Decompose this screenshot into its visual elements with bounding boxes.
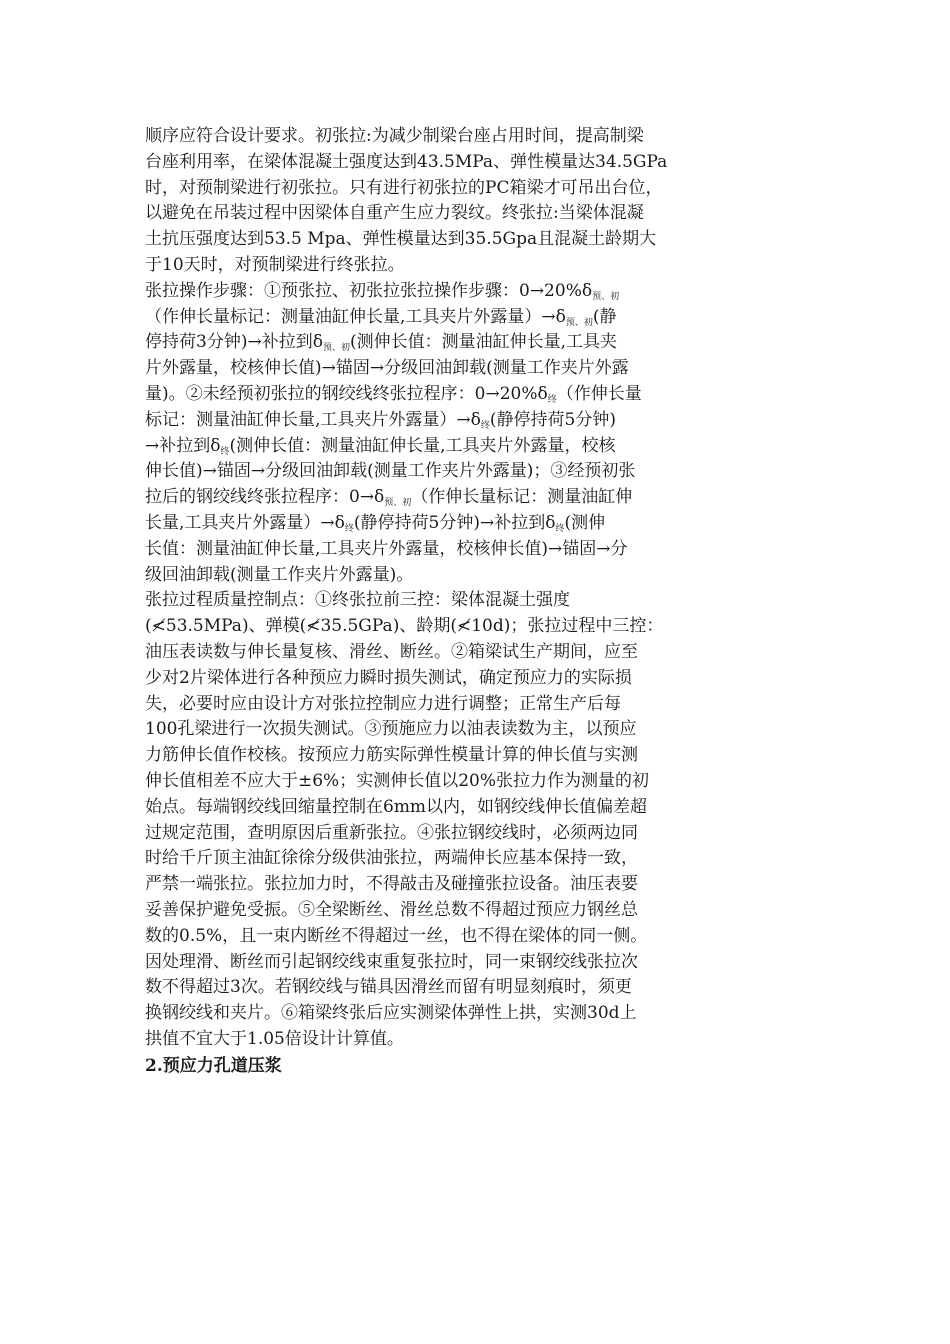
text-segment: (静停持荷5分钟)→补拉到δ [353,512,556,533]
text-segment: 拉后的钢绞线终张拉程序：0→δ [145,487,385,508]
text-line [145,614,810,640]
text-segment: (测伸长值：测量油缸伸长量,工具夹片外露量，校核 [229,435,616,456]
text-segment: 少对2片梁体进行各种预应力瞬时损失测试，确定预应力的实际损 [145,667,632,688]
text-line [145,666,810,692]
section-heading: 2.预应力孔道压浆 [145,1055,282,1076]
text-segment: 张拉过程质量控制点：①终张拉前三控：梁体混凝土强度 [145,590,570,611]
text-segment: 100孔梁进行一次损失测试。③预施应力以油表读数为主，以预应 [145,719,637,740]
text-segment: (测伸长值：测量油缸伸长量,工具夹 [349,332,617,353]
text-segment: 数的0.5%，且一束内断丝不得超过一丝，也不得在梁体的同一侧。 [145,925,648,946]
text-line [145,640,810,666]
text-segment: 失，必要时应由设计方对张拉控制应力进行调整；正常生产后每 [145,693,621,714]
subscript: 预、初 [322,343,350,354]
text-segment: 力筋伸长值作校核。按预应力筋实际弹性模量计算的伸长值与实测 [145,745,638,766]
text-segment: 量)。②未经预初张拉的钢绞线终张拉程序：0→20%δ [145,383,548,404]
text-line [145,821,810,847]
text-line [145,975,810,1001]
text-line [145,717,810,743]
text-line [145,459,810,485]
text-line [145,150,810,176]
text-segment: (测伸 [564,512,606,533]
text-segment: （作伸长量标记：测量油缸伸长量,工具夹片外露量）→δ [145,306,566,327]
text-line [145,563,810,589]
text-segment: 土抗压强度达到53.5 Mpa、弹性模量达到35.5Gpa且混凝土龄期大 [145,229,657,250]
paragraph-container [145,124,810,1053]
text-line [145,769,810,795]
text-line [145,872,810,898]
text-segment: (≮53.5MPa)、弹模(≮35.5GPa)、龄期(≮10d)；张拉过程中三控： [145,616,664,637]
text-line [145,227,810,253]
text-line [145,846,810,872]
text-segment: 妥善保护避免受振。⑤全梁断丝、滑丝总数不得超过预应力钢丝总 [145,899,638,920]
text-segment: 时给千斤顶主油缸徐徐分级供油张拉，两端伸长应基本保持一致， [145,848,638,869]
text-segment: 伸长值)→锚固→分级回油卸载(测量工作夹片外露量)；③经预初张 [145,461,636,482]
text-line [145,356,810,382]
subscript: 预、初 [384,498,412,509]
text-line [145,537,810,563]
text-line [145,1027,810,1053]
subscript: 预、初 [592,291,620,302]
text-line [145,511,810,537]
text-segment: 长值：测量油缸伸长量,工具夹片外露量，校核伸长值)→锚固→分 [145,538,628,559]
text-line [145,434,810,460]
text-segment: 以避免在吊装过程中因梁体自重产生应力裂纹。终张拉:当梁体混凝 [145,203,644,224]
text-line [145,382,810,408]
text-segment: 顺序应符合设计要求。初张拉:为减少制梁台座占用时间，提高制梁 [145,126,644,146]
text-segment: 级回油卸载(测量工作夹片外露量)。 [145,564,414,585]
text-line [145,408,810,434]
text-segment: 始点。每端钢绞线回缩量控制在6mm以内，如钢绞线伸长值偏差超 [145,796,648,817]
paragraph [145,124,810,279]
document-body [145,124,810,1080]
subscript: 预、初 [565,317,593,328]
text-line [145,279,810,305]
text-line [145,924,810,950]
subscript: 终 [220,446,230,457]
text-line [145,1001,810,1027]
text-segment: 停持荷3分钟)→补拉到δ [145,332,323,353]
subscript: 终 [480,420,490,431]
text-segment: →补拉到δ [145,435,221,456]
text-line [145,330,810,356]
text-segment: 严禁一端张拉。张拉加力时，不得敲击及碰撞张拉设备。油压表要 [145,874,638,895]
text-line [145,176,810,202]
paragraph [145,279,810,589]
text-segment: 时，对预制梁进行初张拉。只有进行初张拉的PC箱梁才可吊出台位， [145,177,663,198]
subscript: 终 [547,394,557,405]
text-line [145,253,810,279]
text-segment: 过规定范围，查明原因后重新张拉。④张拉钢绞线时，必须两边同 [145,822,638,843]
text-segment: (静停持荷5分钟) [489,409,616,430]
text-line [145,898,810,924]
text-line [145,588,810,614]
text-line [145,743,810,769]
text-line [145,950,810,976]
text-line [145,201,810,227]
text-segment: 台座利用率，在梁体混凝土强度达到43.5MPa、弹性模量达34.5GPa [145,151,668,172]
text-segment: 于10天时，对预制梁进行终张拉。 [145,254,405,275]
text-line [145,485,810,511]
text-segment: (静 [592,306,617,327]
text-segment: 片外露量，校核伸长值)→锚固→分级回油卸载(测量工作夹片外露 [145,358,629,379]
text-segment: 张拉操作步骤：①预张拉、初张拉张拉操作步骤：0→20%δ [145,280,593,301]
text-line [145,692,810,718]
text-segment: 长量,工具夹片外露量）→δ [145,512,345,533]
text-line [145,124,810,150]
subscript: 终 [555,523,565,534]
text-line [145,795,810,821]
text-segment: 伸长值相差不应大于±6%；实测伸长值以20%张拉力作为测量的初 [145,770,649,791]
text-segment: （作伸长量标记：测量油缸伸 [411,487,633,508]
text-segment: 因处理滑、断丝而引起钢绞线束重复张拉时，同一束钢绞线张拉次 [145,951,638,972]
text-segment: （作伸长量 [556,383,642,404]
text-line [145,305,810,331]
text-segment: 拱值不宜大于1.05倍设计计算值。 [145,1028,404,1049]
paragraph [145,588,810,1052]
text-segment: 标记：测量油缸伸长量,工具夹片外露量）→δ [145,409,481,430]
subscript: 终 [344,523,354,534]
text-segment: 换钢绞线和夹片。⑥箱梁终张后应实测梁体弹性上拱，实测30d上 [145,1003,637,1024]
text-segment: 油压表读数与伸长量复核、滑丝、断丝。②箱梁试生产期间，应至 [145,641,638,662]
text-segment: 数不得超过3次。若钢绞线与锚具因滑丝而留有明显刻痕时，须更 [145,977,632,998]
